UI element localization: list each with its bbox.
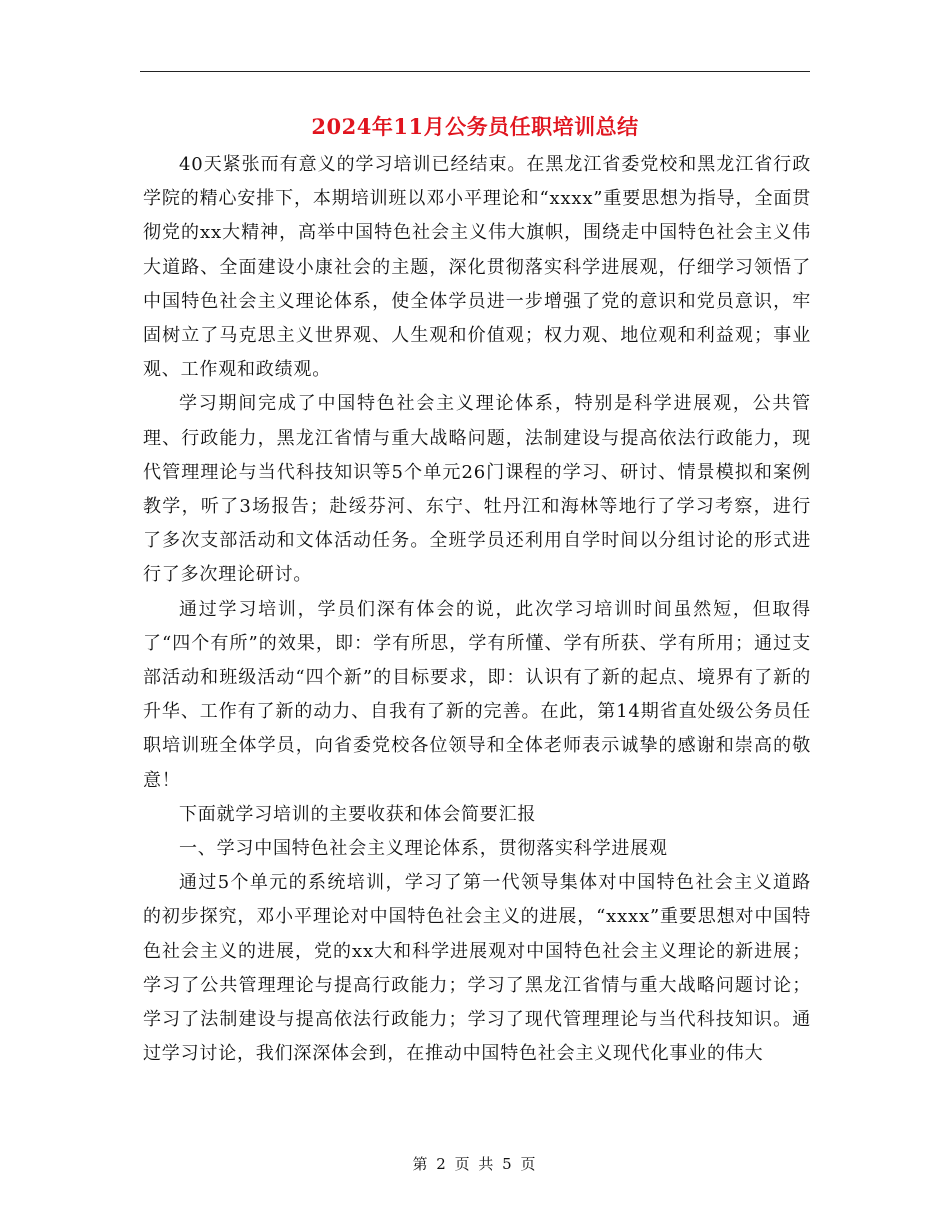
section-heading-one: 一、学习中国特色社会主义理论体系，贯彻落实科学进展观	[179, 838, 668, 860]
paragraph-effects: 通过学习培训，学员们深有体会的说，此次学习培训时间虽然短，但取得了“四个有所”的效果，即：学有所思，学有所懂、学有所获、学有所用；通过支部活动和班级活动“四个新”的目标要求，即：认识有了新的起点、境界有了新的升华、工作有了新的动力、自我有了新的完善。在此，第14期省直处级公务员任职培训班全体学员，向省委党校各位领导和全体老师表示诚挚的感谢和崇高的敬意！	[143, 598, 811, 791]
paragraph-intro: 40天紧张而有意义的学习培训已经结束。在黑龙江省委党校和黑龙江省行政学院的精心安排下，本期培训班以邓小平理论和“xxxx”重要思想为指导，全面贯彻党的xx大精神，高举中国特色社会主义伟大旗帜，围绕走中国特色社会主义伟大道路、全面建设小康社会的主题，深化贯彻落实科学进展观，仔细学习领悟了中国特色社会主义理论体系，使全体学员进一步增强了党的意识和党员意识，牢固树立了马克思主义世界观、人生观和价值观；权力观、地位观和利益观；事业观、工作观和政绩观。	[143, 154, 811, 381]
paragraph-report-lead: 下面就学习培训的主要收获和体会简要汇报	[179, 803, 537, 825]
paragraph-study-content: 学习期间完成了中国特色社会主义理论体系，特别是科学进展观，公共管理、行政能力，黑龙江省情与重大战略问题，法制建设与提高依法行政能力，现代管理理论与当代科技知识等5个单元26门课程的学习、研讨、情景模拟和案例教学，听了3场报告；赴绥芬河、东宁、牡丹江和海林等地行了学习考察，进行了多次支部活动和文体活动任务。全班学员还利用自学时间以分组讨论的形式进行了多次理论研讨。	[143, 393, 811, 586]
page-number: 第 2 页 共 5 页	[412, 1155, 538, 1173]
paragraph-section-one: 通过5个单元的系统培训，学习了第一代领导集体对中国特色社会主义道路的初步探究，邓小平理论对中国特色社会主义的进展，“xxxx”重要思想对中国特色社会主义的进展，党的xx大和科学进展观对中国特色社会主义理论的新进展；学习了公共管理理论与提高行政能力；学习了黑龙江省情与重大战略问题讨论；学习了法制建设与提高依法行政能力；学习了现代管理理论与当代科技知识。通过学习讨论，我们深深体会到，在推动中国特色社会主义现代化事业的伟大	[143, 872, 811, 1065]
header-rule	[140, 71, 810, 72]
document-body	[143, 148, 811, 1071]
document-title: 2024年11月公务员任职培训总结	[311, 114, 639, 139]
